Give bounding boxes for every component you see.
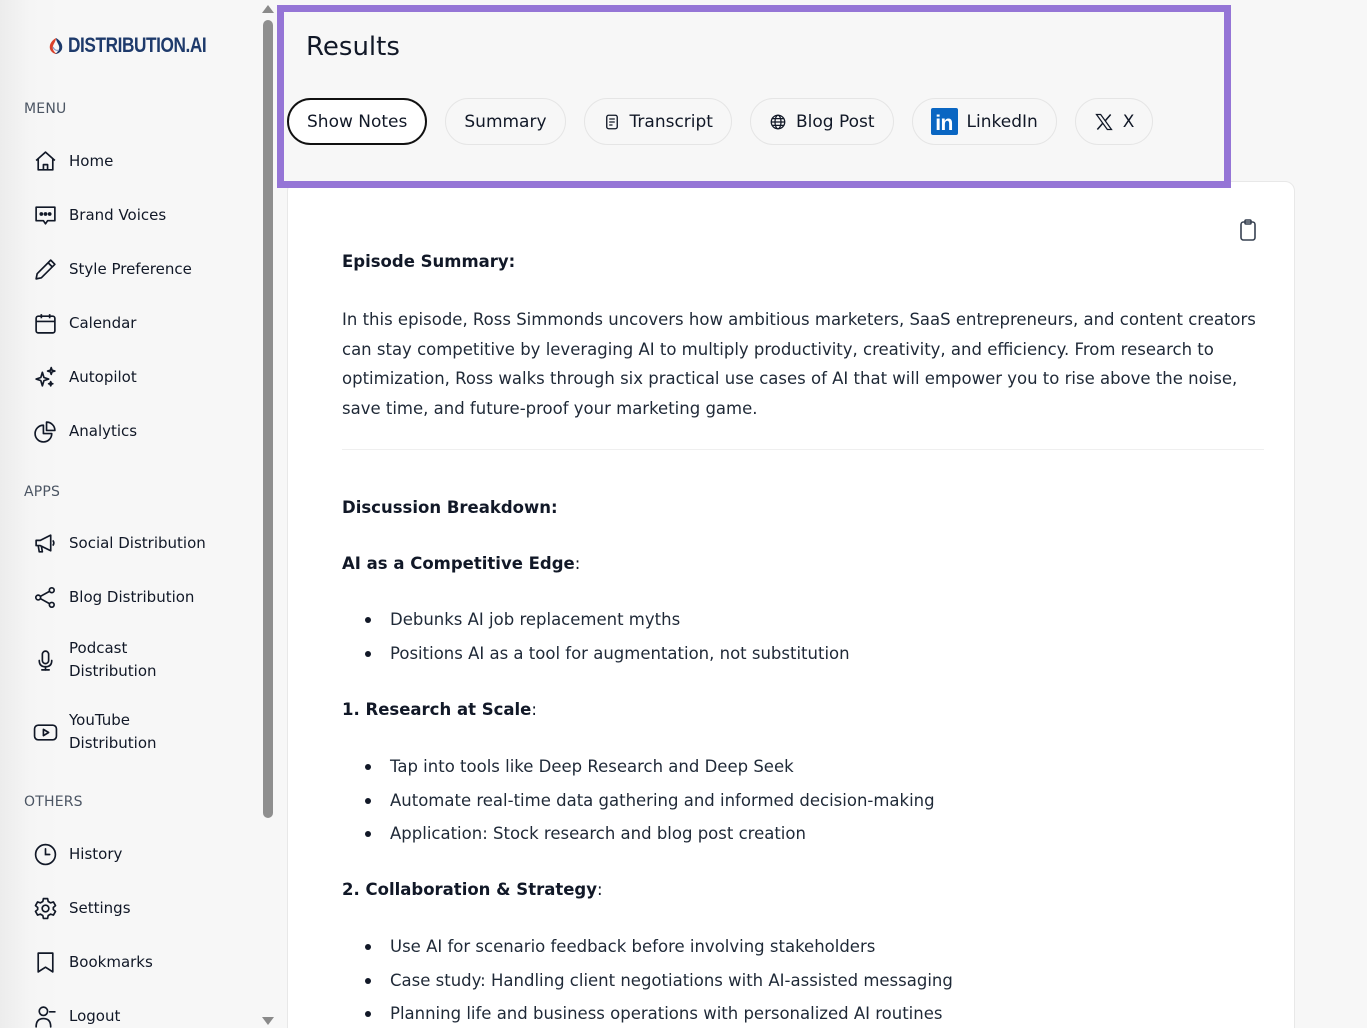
tab-transcript[interactable] [584,98,732,145]
document-icon [603,113,621,131]
sidebar-item-home[interactable] [33,149,113,174]
sidebar-item-podcast-distribution[interactable] [33,637,157,683]
calendar-icon [33,311,58,336]
sidebar-item-label: Calendar [69,314,137,332]
list-item: Application: Stock research and blog post creation [342,817,935,851]
section-title: 1. Research at Scale [342,700,532,719]
linkedin-icon: in [931,108,958,135]
sidebar [0,0,260,1028]
tab-label: Blog Post [795,111,875,132]
sidebar-item-settings[interactable] [33,896,131,921]
list-item: Planning life and business operations with personalized AI routines [342,997,953,1028]
sidebar-item-label [69,709,157,755]
bullet-list [294,603,850,670]
section-suffix: : [597,880,603,899]
tab-label: Transcript [629,111,713,132]
sidebar-item-analytics[interactable] [33,419,137,444]
home-icon [33,149,58,174]
clock-icon [33,842,58,867]
result-tabs [287,98,1153,145]
label-line-2: Distribution [69,662,157,680]
scroll-up-arrow-icon[interactable] [262,5,274,13]
episode-summary-text: In this episode, Ross Simmonds uncovers how ambitious marketers, SaaS entrepreneurs, and content creators can stay competitive by leveraging AI to multiply productivity, creativity, and efficiency. From research to optimization, Ross walks through six practical use cases of AI that will empower you to rise above the noise, save time, and future-proof your marketing game. [342,310,1256,418]
logo-mark-icon [48,37,64,55]
tab-blog-post[interactable] [750,98,894,145]
sidebar-item-history[interactable] [33,842,122,867]
sidebar-item-logout[interactable] [33,1004,120,1028]
brand-logo[interactable] [48,33,237,59]
apps-section-label: APPS [24,484,61,500]
sidebar-item-label: Brand Voices [69,206,167,224]
discussion-breakdown-heading: Discussion Breakdown: [342,498,558,517]
sidebar-item-label: Home [69,152,114,170]
scroll-down-arrow-icon[interactable] [262,1017,274,1025]
sidebar-item-blog-distribution[interactable] [33,585,194,610]
main-content [275,0,1367,1028]
bookmark-icon [33,950,58,975]
sidebar-item-youtube-distribution[interactable] [33,709,157,755]
section-heading [342,700,537,719]
sidebar-item-label: Analytics [69,422,138,440]
sidebar-item-label: Autopilot [69,368,137,386]
section-title: 2. Collaboration & Strategy [342,880,597,899]
bullet-list [294,750,935,851]
tab-label: LinkedIn [966,111,1038,132]
section-divider [342,449,1264,450]
sidebar-item-label: Logout [69,1007,121,1025]
gear-icon [33,896,58,921]
tab-x[interactable] [1075,98,1154,145]
clipboard-copy-icon[interactable] [1236,218,1260,242]
menu-section-label: MENU [24,101,67,117]
globe-icon [769,113,787,131]
list-item: Use AI for scenario feedback before involving stakeholders [342,930,953,964]
label-line-2: Distribution [69,734,157,752]
sidebar-item-bookmarks[interactable] [33,950,153,975]
tab-label: Show Notes [307,111,408,132]
label-line-1: Podcast [69,639,128,657]
x-logo-icon [1094,112,1114,132]
show-notes-card [287,181,1295,1028]
section-suffix: : [531,700,537,719]
sidebar-item-label: Settings [69,899,131,917]
sidebar-item-label [69,637,157,683]
brand-name: DISTRIBUTION.AI [68,34,207,57]
label-line-1: YouTube [69,711,130,729]
bullet-list [294,930,953,1028]
sidebar-item-calendar[interactable] [33,311,136,336]
tab-summary[interactable] [445,98,565,145]
tab-show-notes[interactable] [287,98,427,145]
list-item: Case study: Handling client negotiations with AI-assisted messaging [342,964,953,998]
section-heading [342,554,580,573]
section-heading [342,880,603,899]
list-item: Automate real-time data gathering and informed decision-making [342,784,935,818]
section-suffix: : [574,554,581,573]
chat-bubble-icon [33,203,58,228]
pie-chart-icon [33,419,58,444]
youtube-icon [33,720,58,745]
section-title: AI as a Competitive Edge [342,554,575,573]
episode-summary-heading: Episode Summary: [342,252,516,271]
megaphone-icon [33,531,58,556]
others-section-label: OTHERS [24,794,83,810]
sidebar-scrollbar[interactable] [261,0,275,1028]
list-item: Debunks AI job replacement myths [342,603,850,637]
highlight-annotation-box [277,5,1231,188]
sidebar-item-style-preference[interactable] [33,257,192,282]
sidebar-item-label: Bookmarks [69,953,153,971]
microphone-icon [33,648,58,673]
sidebar-item-label: Blog Distribution [69,588,195,606]
tab-linkedin[interactable] [912,98,1057,145]
pencil-icon [33,257,58,282]
list-item: Tap into tools like Deep Research and Deep Seek [342,750,935,784]
sidebar-item-label: Style Preference [69,260,192,278]
page-title: Results [306,32,400,62]
sidebar-item-label: History [69,845,123,863]
share-icon [33,585,58,610]
sidebar-item-label: Social Distribution [69,534,206,552]
scroll-thumb[interactable] [263,20,273,818]
logout-icon [33,1004,58,1028]
tab-label: X [1122,111,1135,132]
sparkles-icon [33,365,58,390]
tab-label: Summary [464,111,547,132]
list-item: Positions AI as a tool for augmentation, not substitution [342,637,850,671]
sidebar-item-social-distribution[interactable] [33,531,206,556]
sidebar-item-autopilot[interactable] [33,365,137,390]
sidebar-item-brand-voices[interactable] [33,203,166,228]
